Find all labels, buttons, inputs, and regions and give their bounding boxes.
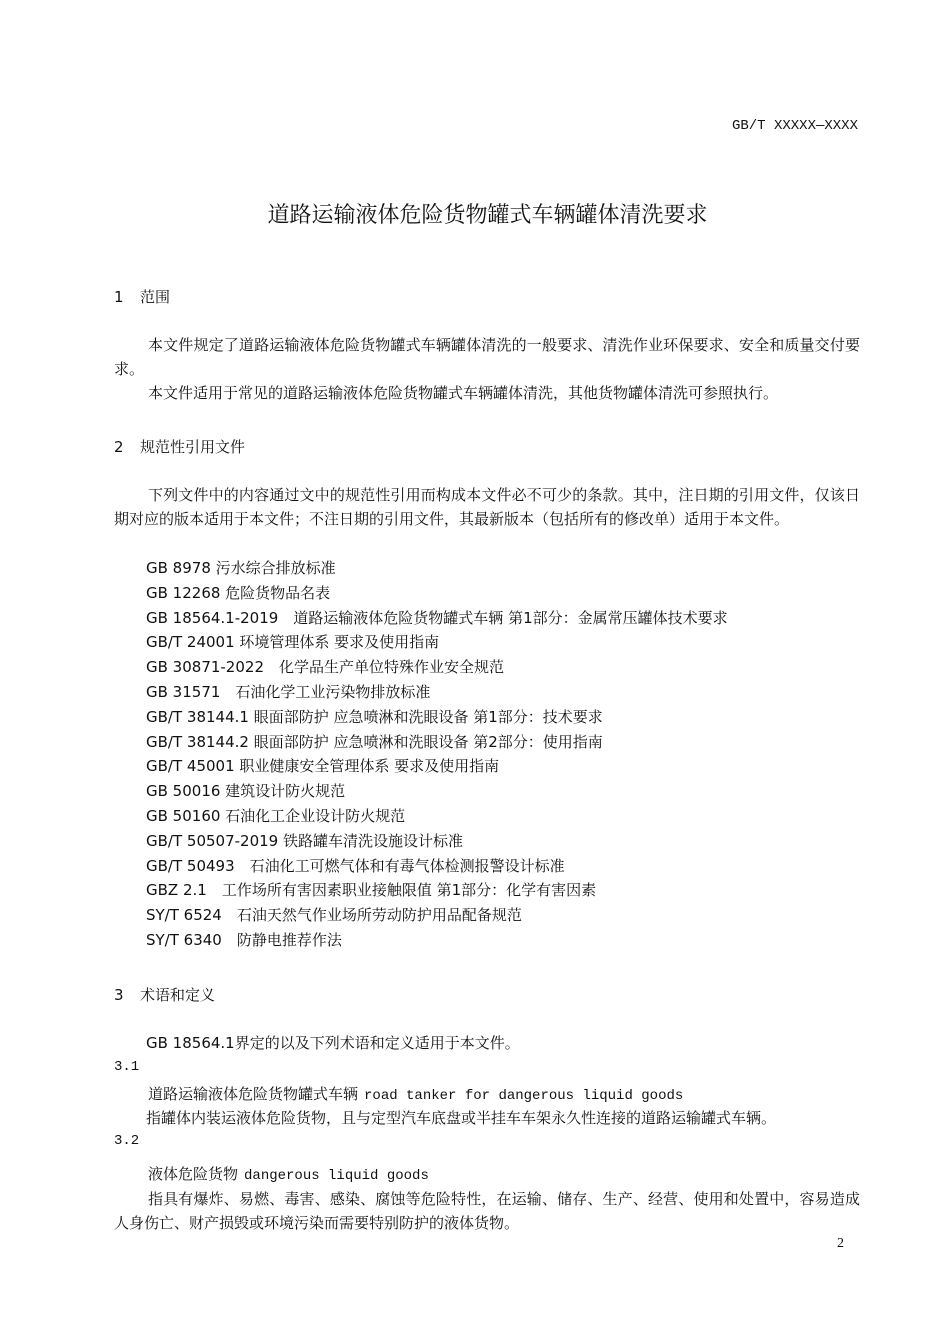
- term-3-1-definition: 指罐体内装运液体危险货物，且与定型汽车底盘或半挂车车架永久性连接的道路运输罐式车辆。: [146, 1109, 777, 1127]
- reference-item: GB/T 38144.1 眼面部防护 应急喷淋和洗眼设备 第1部分：技术要求: [146, 707, 603, 726]
- section-2-number: 2: [114, 438, 124, 456]
- section-2-title: 规范性引用文件: [140, 438, 246, 456]
- reference-item: GB 18564.1-2019 道路运输液体危险货物罐式车辆 第1部分：金属常压罐体技术要求: [146, 608, 728, 627]
- terms-intro: GB 18564.1界定的以及下列术语和定义适用于本文件。: [146, 1034, 520, 1052]
- reference-item: GB 50160 石油化工企业设计防火规范: [146, 806, 406, 825]
- reference-item: GB/T 50493 石油化工可燃气体和有毒气体检测报警设计标准: [146, 856, 565, 875]
- section-2-heading: [114, 436, 245, 457]
- reference-item: SY/T 6524 石油天然气作业场所劳动防护用品配备规范: [146, 906, 522, 925]
- term-3-2: [148, 1163, 429, 1184]
- term-3-1-number: 3.1: [114, 1059, 140, 1075]
- section-1-number: 1: [114, 288, 124, 306]
- term-3-1-english: road tanker for dangerous liquid goods: [364, 1088, 684, 1104]
- reference-item: GB 50016 建筑设计防火规范: [146, 782, 346, 801]
- scope-paragraph-2: 本文件适用于常见的道路运输液体危险货物罐式车辆罐体清洗，其他货物罐体清洗可参照执行。: [148, 384, 779, 402]
- term-3-2-chinese: 液体危险货物: [148, 1165, 239, 1183]
- reference-item: GB/T 24001 环境管理体系 要求及使用指南: [146, 633, 440, 652]
- term-3-2-definition-block: [114, 1187, 860, 1235]
- term-3-1-chinese: 道路运输液体危险货物罐式车辆: [148, 1085, 359, 1103]
- reference-item: GB/T 45001 职业健康安全管理体系 要求及使用指南: [146, 757, 500, 776]
- term-3-2-english: dangerous liquid goods: [244, 1168, 429, 1184]
- scope-paragraph-1: 本文件规定了道路运输液体危险货物罐式车辆罐体清洗的一般要求、清洗作业环保要求、安全和质量交付要求。: [114, 336, 860, 378]
- section-1-heading: [114, 286, 170, 307]
- section-1-title: 范围: [140, 288, 171, 306]
- reference-item: SY/T 6340 防静电推荐作法: [146, 930, 342, 949]
- term-3-2-number: 3.2: [114, 1133, 140, 1149]
- reference-item: GB 8978 污水综合排放标准: [146, 559, 336, 577]
- section-2-body: [114, 483, 860, 531]
- reference-item: GB 31571 石油化学工业污染物排放标准: [146, 682, 431, 701]
- reference-item: GB/T 50507-2019 铁路罐车清洗设施设计标准: [146, 831, 463, 850]
- term-3-1: [148, 1083, 683, 1104]
- section-3-title: 术语和定义: [140, 986, 216, 1004]
- page-number: 2: [837, 1236, 844, 1251]
- term-3-2-definition: 指具有爆炸、易燃、毒害、感染、腐蚀等危险特性，在运输、储存、生产、经营、使用和处置中，容易造成人身伤亡、财产损毁或环境污染而需要特别防护的液体货物。: [114, 1190, 860, 1232]
- reference-list: [146, 556, 728, 953]
- section-3-heading: [114, 984, 215, 1005]
- reference-item: GB/T 38144.2 眼面部防护 应急喷淋和洗眼设备 第2部分：使用指南: [146, 732, 603, 751]
- document-title: 道路运输液体危险货物罐式车辆罐体清洗要求: [267, 203, 708, 228]
- standard-number: GB/T XXXXX—XXXX: [731, 118, 858, 134]
- reference-item: GB 30871-2022 化学品生产单位特殊作业安全规范: [146, 658, 504, 677]
- section-3-number: 3: [114, 986, 124, 1004]
- reference-item: GB 12268 危险货物品名表: [146, 583, 331, 602]
- reference-item: GBZ 2.1 工作场所有害因素职业接触限值 第1部分：化学有害因素: [146, 881, 597, 900]
- section-1-body: [114, 333, 860, 405]
- normative-references-intro: 下列文件中的内容通过文中的规范性引用而构成本文件必不可少的条款。其中，注日期的引用文件，仅该日期对应的版本适用于本文件；不注日期的引用文件，其最新版本（包括所有的修改单）适用于本文件。: [114, 486, 860, 528]
